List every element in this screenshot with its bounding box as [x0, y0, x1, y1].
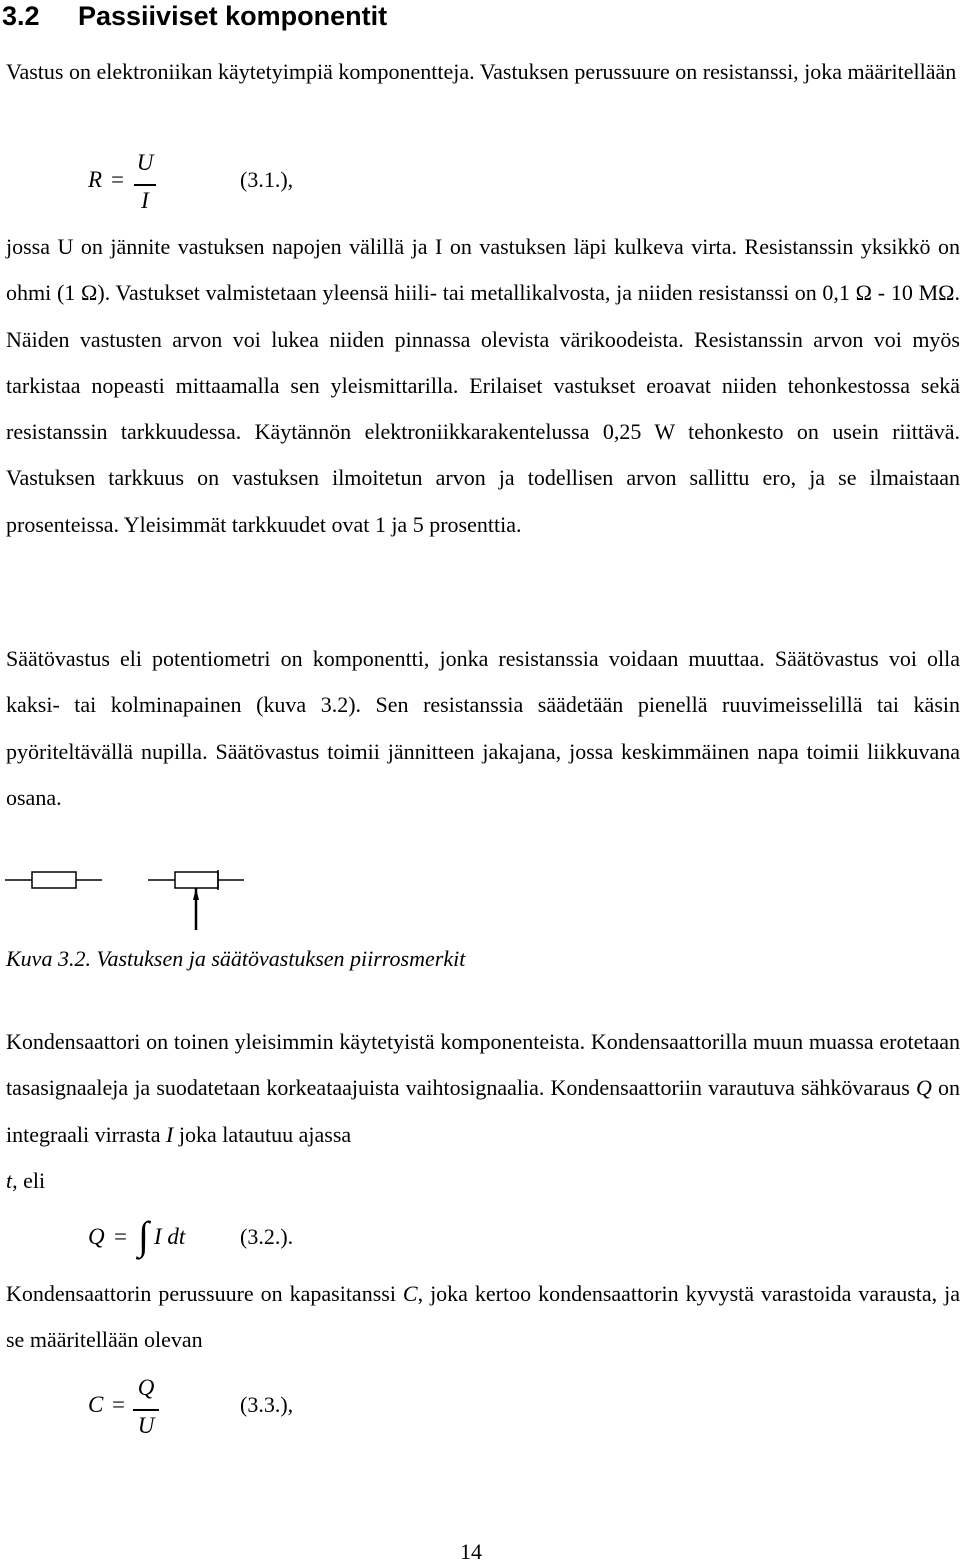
capacitor-text-a: Kondensaattori on toinen yleisimmin käytetyistä komponenteista. Kondensaattorilla muun muassa erotetaan tasasignaaleja ja suodatetaan korkeataajuista vaihtosignaalia. Kondensaattoriin varautuva sähkövaraus [6, 1029, 960, 1101]
paragraph-capacitor [6, 1019, 960, 1204]
capacitance-text-a: Kondensaattorin perussuure on kapasitanssi [6, 1281, 396, 1306]
eq2-lhs: Q [88, 1224, 105, 1249]
resistor-symbols-figure [0, 860, 260, 935]
paragraph-resistor-details: jossa U on jännite vastuksen napojen välillä ja I on vastuksen läpi kulkeva virta. Resistanssin yksikkö on ohmi (1 Ω). Vastukset valmistetaan yleensä hiili- tai metallikalvosta, ja niiden resistanssi on 0,1 Ω - 10 MΩ. Näiden vastusten arvon voi lukea niiden pinnassa olevista värikoodeista. Resistanssin arvon voi myös tarkistaa nopeasti mittaamalla sen yleismittarilla. Erilaiset vastukset eroavat niiden tehonkestossa sekä resistanssin tarkkuudessa. Käytännön elektroniikkarakentelussa 0,25 W tehonkesto on usein riittävä. Vastuksen tarkkuus on vastuksen ilmoitetun arvon ja todellisen arvon sallittu ero, ja se ilmaistaan prosenteissa. Yleisimmät tarkkuudet ovat 1 ja 5 prosenttia. [6, 234, 960, 537]
page-number: 14 [460, 1539, 482, 1564]
eq3-denominator: U [137, 1413, 155, 1438]
eq2-label: (3.2.). [240, 1224, 294, 1249]
equation-charge [0, 1214, 400, 1264]
eq1-equals: = [111, 167, 124, 192]
eq3-fraction-bar [133, 1409, 159, 1411]
charge-symbol: Q [915, 1075, 932, 1101]
figure-caption: Kuva 3.2. Vastuksen ja säätövastuksen piirrosmerkit [6, 946, 466, 971]
capacitor-text-d: , eli [12, 1167, 46, 1193]
eq3-equals: = [112, 1392, 125, 1417]
paragraph-resistor-intro: Vastus on elektroniikan käytetyimpiä komponentteja. Vastuksen perussuure on resistanssi, joka määritellään [6, 59, 957, 84]
potentiometer-symbol [148, 870, 244, 930]
section-number: 3.2 [2, 1, 40, 31]
resistor-symbol [5, 872, 102, 888]
section-title: Passiiviset komponentit [78, 1, 388, 31]
eq3-label: (3.3.), [240, 1392, 294, 1417]
eq1-label: (3.1.), [240, 167, 294, 192]
eq1-numerator: U [136, 150, 154, 175]
eq1-fraction-bar [134, 184, 156, 186]
current-symbol: I [166, 1121, 174, 1147]
eq3-lhs: C [88, 1392, 104, 1417]
paragraph-capacitance [6, 1271, 960, 1364]
eq1-denominator: I [141, 188, 149, 213]
integral-sign: ∫ [138, 1213, 149, 1258]
time-symbol: t [6, 1167, 13, 1193]
capacitor-text-c: joka latautuu ajassa [178, 1121, 352, 1147]
capacitance-symbol: C [402, 1281, 418, 1306]
eq2-equals: = [114, 1224, 127, 1249]
section-heading [0, 0, 387, 32]
paragraph-potentiometer: Säätövastus eli potentiometri on komponentti, jonka resistanssia voidaan muuttaa. Säätövastus voi olla kaksi- tai kolminapainen (kuva 3.2). Sen resistanssia säädetään pienellä ruuvimeisselillä tai käsin pyöriteltävällä nupilla. Säätövastus toimii jännitteen jakajana, jossa keskimmäinen napa toimii liikkuvana osana. [6, 646, 960, 810]
equation-resistance [0, 150, 400, 220]
equation-capacitance [0, 1375, 400, 1445]
eq3-numerator: Q [137, 1375, 155, 1400]
capacitance-text-b: , joka kertoo kondensaattorin kyvystä varastoida varausta, ja se määritellään olevan [6, 1281, 960, 1353]
eq1-lhs: R [88, 167, 103, 192]
eq2-body: I dt [154, 1224, 186, 1249]
capacitor-text-b: on integraali virrasta [6, 1075, 960, 1147]
